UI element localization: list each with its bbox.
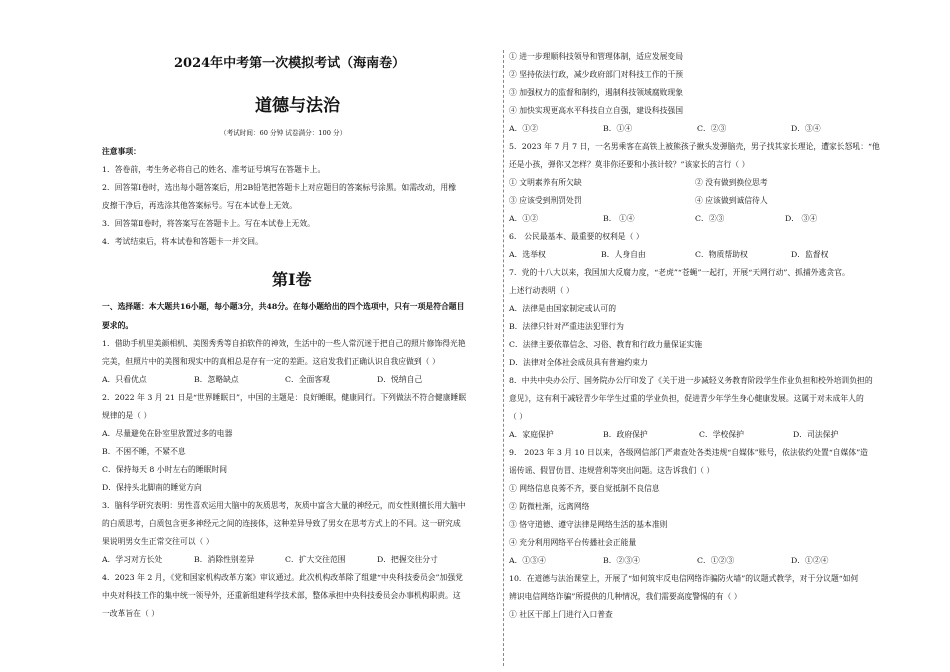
- question-7-text: 7．党的十八大以来，我国加大反腐力度，“老虎”“苍蝇”一起打，开展“天网行动”、抓捕外逃贪官。: [509, 268, 850, 277]
- question-3-text: 3．脑科学研究表明：男性喜欢运用大脑中的灰质思考，灰质中富含大量的神经元，而女性则擅长用大脑中: [102, 501, 466, 510]
- statement: ④ 应该做到诚信待人: [695, 196, 768, 205]
- question-5-statements: [509, 179, 768, 187]
- option: D．①②④: [791, 556, 829, 565]
- statement: ② 没有做到换位思考: [695, 178, 768, 187]
- option: D．悦纳自己: [377, 375, 423, 384]
- question-5-text: 还是小孩，弹你又怎样？莫非你还要和小孩计较？”该家长的言行（ ）: [509, 160, 750, 169]
- notice-item: 2．回答第Ⅰ卷时，选出每小题答案后，用2B铅笔把答题卡上对应题目的答案标号涂黑。如需改动，用橡: [102, 183, 456, 192]
- q4-statement: ④ 加快实现更高水平科技自立自强，建设科技强国: [509, 106, 684, 115]
- statement: ④ 充分利用网络平台传播社会正能量: [509, 538, 637, 547]
- option: B．不困不睡，不紧不息: [102, 447, 186, 456]
- option: B． ①④: [603, 214, 635, 223]
- notice-title: 注意事项：: [102, 147, 141, 156]
- option: C．学校保护: [699, 430, 744, 439]
- section-heading: 要求的。: [102, 321, 134, 330]
- question-5-text: 5．2023 年 7 月 7 日，一名男乘客在高铁上被熊孩子揪头发弹脑壳，男子找其家长理论，遭家长怒吼：“他: [509, 142, 880, 151]
- statement: ② 防微杜渐，远离网络: [509, 502, 590, 511]
- option: C．法律主要依靠信念、习俗、教育和行政力量保证实施: [509, 340, 703, 349]
- question-10-text: 10．在道德与法治课堂上，开展了“如何筑牢反电信网络诈骗防火墙”的议题式教学，对于分议题“如何: [509, 574, 859, 583]
- option: A．①②: [509, 124, 539, 133]
- question-1-text: 1．借助手机里美颜相机、美图秀秀等自拍软件的神效，生活中的一些人常沉迷于把自己的照片修饰得光艳: [102, 339, 466, 348]
- q4-statement: ② 坚持依法行政，减少政府部门对科技工作的干预: [509, 70, 684, 79]
- question-5-statements: [509, 197, 768, 205]
- question-3-options: [102, 556, 438, 564]
- notice-item: 1．答卷前，考生务必将自己的姓名、准考证号填写在答题卡上。: [102, 165, 326, 174]
- option: C．全面客观: [285, 375, 330, 384]
- question-3-text: 的白质思考，白质包含更多神经元之间的连接体，这种差异导致了男女在思考方式上的不同。这一研究成: [102, 519, 461, 528]
- question-4-options: [509, 125, 821, 133]
- section-heading: 一、选择题：本大题共16小题，每小题3分，共48分。在每小题给出的四个选项中，只有一项是符合题目: [102, 302, 465, 311]
- statement: ① 网络信息良莠不齐，要自觉抵制不良信息: [509, 484, 660, 493]
- option: C．②③: [697, 124, 727, 133]
- option: D．把握交往分寸: [377, 555, 438, 564]
- left-column: [102, 0, 497, 672]
- option: B．政府保护: [603, 430, 648, 439]
- question-4-text: 一改革旨在（ ）: [102, 609, 160, 618]
- statement: ① 社区干部上门进行入口普查: [509, 610, 613, 619]
- option: A．学习对方长处: [102, 555, 163, 564]
- option: C．保持每天 8 小时左右的睡眠时间: [102, 465, 228, 474]
- question-2-text: 2．2022 年 3 月 21 日是“世界睡眠日”，中国的主题是：良好睡眠，健康同行。下列做法不符合健康睡眠: [102, 393, 467, 402]
- subject-title: 道德与法治: [255, 96, 340, 116]
- option: D．监督权: [791, 250, 829, 259]
- option: A．法律是由国家制定或认可的: [509, 304, 616, 313]
- option: D．司法保护: [793, 430, 839, 439]
- question-8-options: [509, 431, 838, 439]
- volume-title: 第Ⅰ卷: [272, 270, 312, 289]
- question-9-text: 谣传谣、假冒仿冒、违规营利等突出问题。这告诉我们（ ）: [509, 466, 715, 475]
- right-column: [509, 0, 909, 672]
- question-2-text: 规律的是（ ）: [102, 411, 152, 420]
- option: D． ③④: [785, 214, 818, 223]
- option: B．①④: [603, 124, 633, 133]
- option: B．忽略缺点: [194, 375, 239, 384]
- question-4-text: 中央对科技工作的集中统一领导外，还重新组建科学技术部，整体承担中央科技委员会办事机构职责。这: [102, 591, 461, 600]
- option: A．家庭保护: [509, 430, 554, 439]
- q4-statement: ③ 加强权力的监督和制约，遏制科技领域腐败现象: [509, 88, 684, 97]
- question-1-options: [102, 376, 422, 384]
- option: C．②③: [695, 214, 725, 223]
- statement: ① 文明素养有所欠缺: [509, 178, 582, 187]
- question-5-options: [509, 215, 817, 223]
- question-1-text: 完美，但照片中的美图和现实中的真相总是存有一定的差距。这启发我们正确认识自我应做到（ ）: [102, 357, 440, 366]
- notice-item: 3．回答第Ⅱ卷时，将答案写在答题卡上。写在本试卷上无效。: [102, 219, 315, 228]
- option: C．①②③: [697, 556, 735, 565]
- option: D．法律对全体社会成员具有普遍约束力: [509, 358, 648, 367]
- option: A．①②: [509, 214, 539, 223]
- statement: ③ 恪守道德、遵守法律是网络生活的基本准则: [509, 520, 668, 529]
- option: B．②③④: [603, 556, 640, 565]
- question-4-text: 4．2023 年 2 月，《党和国家机构改革方案》审议通过。此次机构改革除了组建“中央科技委员会”加强党: [102, 573, 463, 582]
- exam-title: 2024年中考第一次模拟考试（海南卷）: [174, 56, 406, 71]
- option: D．保持头北脚南的睡觉方向: [102, 483, 202, 492]
- statement: ③ 应该受到刑罚处罚: [509, 196, 582, 205]
- question-10-text: 辨识电信网络诈骗”所提供的几种情况，我们需要高度警惕的有（ ）: [509, 592, 742, 601]
- option: A．只看优点: [102, 375, 147, 384]
- option: A．尽量避免在卧室里放置过多的电器: [102, 429, 233, 438]
- question-9-text: 9． 2023 年 3 月 10 日以来，各级网信部门严肃查处各类违规“自媒体”账号，依法依约处置“自媒体”造: [509, 448, 868, 457]
- question-6-options: [509, 251, 828, 259]
- option: C．扩大交往范围: [285, 555, 346, 564]
- option: A．选举权: [509, 250, 546, 259]
- question-8-text: （ ）: [509, 412, 528, 421]
- notice-item: 4．考试结束后，将本试卷和答题卡一并交回。: [102, 237, 263, 246]
- notice-item: 皮擦干净后，再选涂其他答案标号。写在本试卷上无效。: [102, 201, 297, 210]
- option: D．③④: [791, 124, 821, 133]
- option: B．消除性别差异: [194, 555, 255, 564]
- question-8-text: 意见》，这有利于减轻青少年学生过重的学业负担，促进青少年学生身心健康发展。这属于对未成年人的: [509, 394, 864, 403]
- option: B．人身自由: [601, 250, 646, 259]
- question-8-text: 8．中共中央办公厅、国务院办公厅印发了《关于进一步减轻义务教育阶段学生作业负担和校外培训负担的: [509, 376, 873, 385]
- question-6-text: 6． 公民最基本、最重要的权利是（ ）: [509, 232, 644, 241]
- question-9-options: [509, 557, 828, 565]
- option: A．①③④: [509, 556, 546, 565]
- q4-statement: ① 进一步理顺科技领导和管理体制，适应发展变局: [509, 52, 684, 61]
- question-7-text: 上述行动表明（ ）: [509, 286, 574, 295]
- column-divider: [503, 50, 504, 666]
- option: B．法律只针对严重违法犯罪行为: [509, 322, 624, 331]
- option: C．物质帮助权: [695, 250, 748, 259]
- question-3-text: 果说明男女生正常交往可以（ ）: [102, 537, 214, 546]
- exam-info: （考试时间：60 分钟 试卷满分：100 分）: [220, 129, 347, 137]
